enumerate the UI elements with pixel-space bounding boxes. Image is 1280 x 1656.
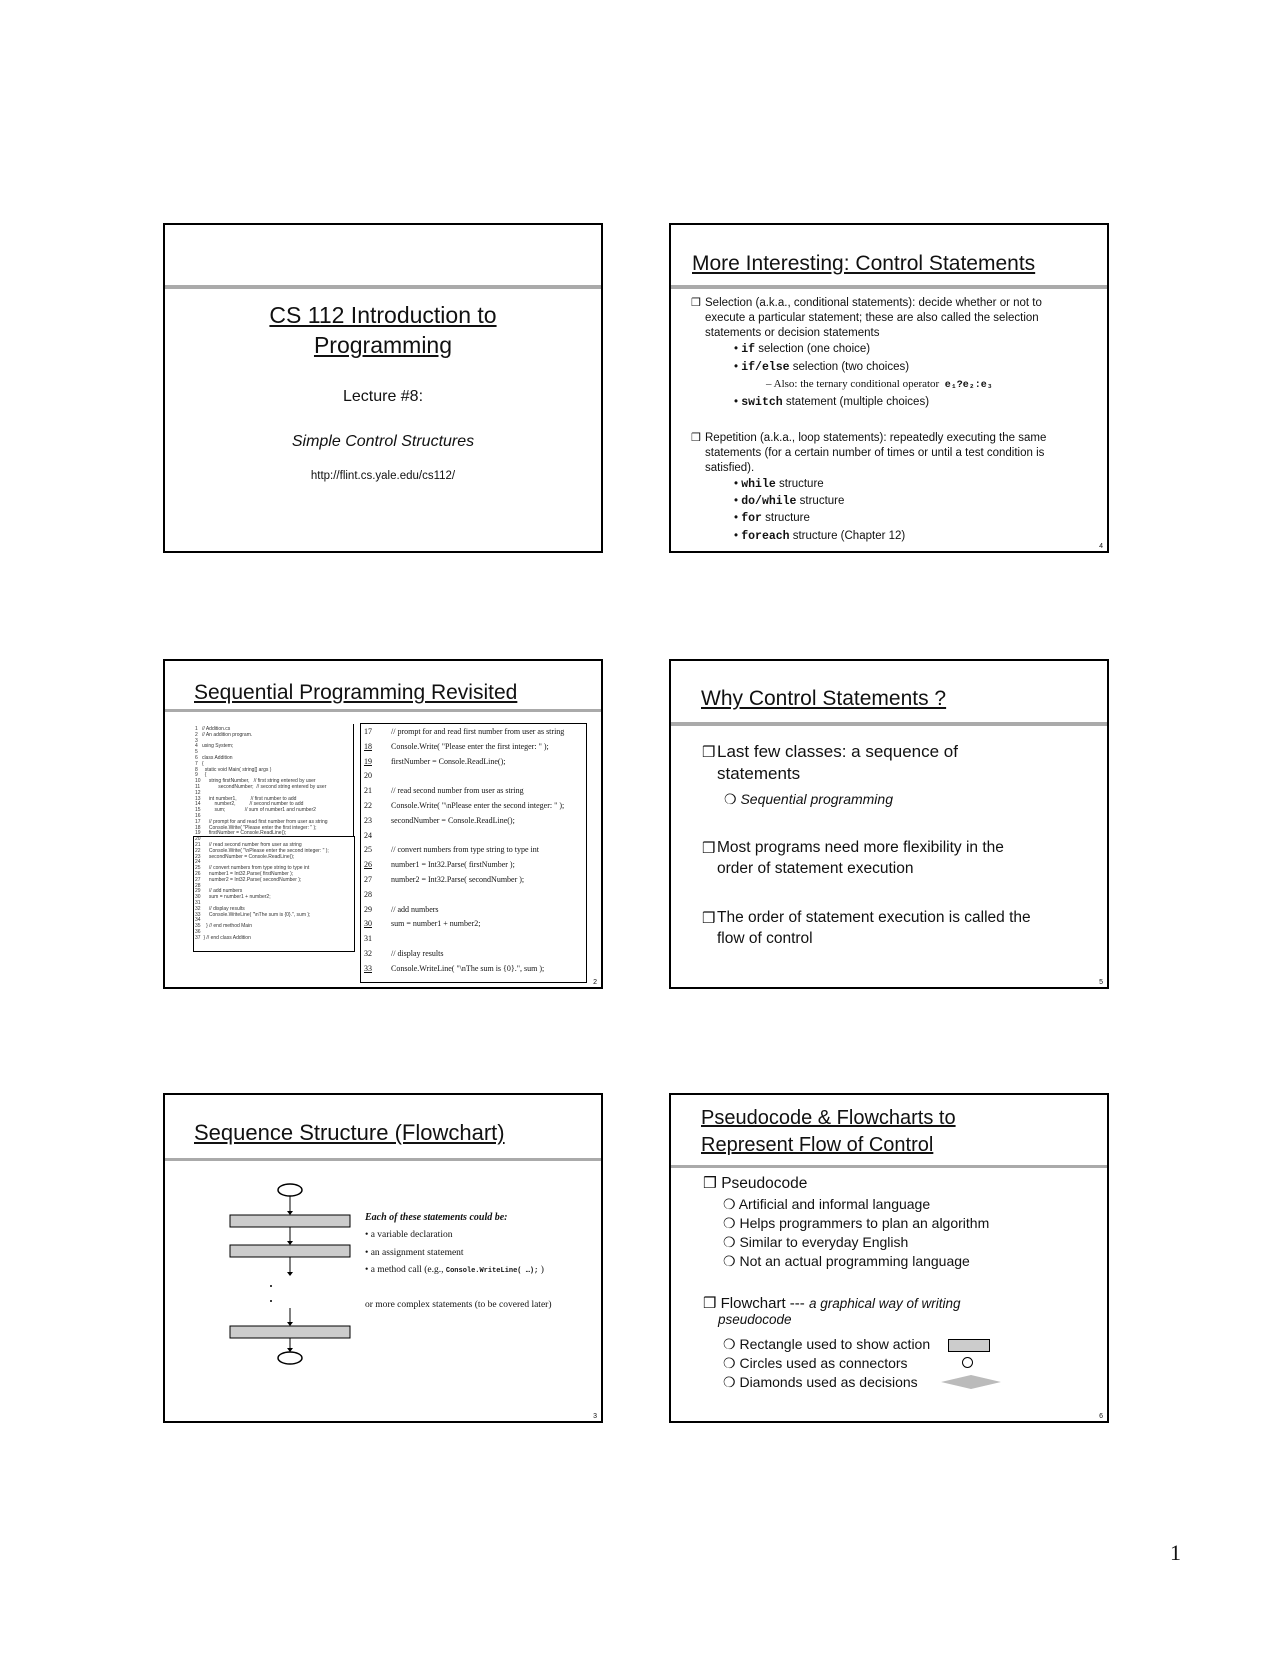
code-line-text: secondNumber = Console.ReadLine(); — [391, 815, 515, 825]
circle-bullet-icon: ❍ — [723, 1234, 736, 1250]
circle-bullet-icon: ❍ — [723, 1253, 736, 1269]
title-divider — [671, 1165, 1107, 1168]
slide-number: 2 — [593, 979, 597, 986]
code-line-number: 25 — [364, 845, 372, 855]
code-line-number: 19 — [364, 756, 372, 766]
slide-pseudocode-flowcharts — [669, 1093, 1109, 1423]
checkbox-bullet-icon: ❒ — [691, 297, 701, 309]
code-line-number: 23 — [364, 815, 372, 825]
slide-number: 5 — [1099, 979, 1103, 986]
statement-box-2 — [230, 1245, 350, 1257]
bullet-flow-of-control: ❒ The order of statement execution is called the flow of control — [702, 909, 1031, 947]
code-line-text: firstNumber = Console.ReadLine(); — [391, 756, 506, 766]
slide-title: More Interesting: Control Statements — [692, 252, 1036, 275]
checkbox-bullet-icon: ❒ — [691, 432, 701, 444]
checkbox-bullet-icon: ❒ — [702, 840, 716, 857]
title-divider — [165, 709, 601, 712]
pseudocode-item: ❍ Helps programmers to plan an algorithm — [723, 1215, 990, 1231]
selection-bullet: ❒ Selection (a.k.a., conditional statements): decide whether or not to execute a particular statement; these are also called the selection statements or decision statements — [691, 297, 1042, 339]
code-line-text: // display results — [391, 949, 444, 958]
slide-title: Why Control Statements ? — [701, 687, 947, 710]
title-divider — [671, 722, 1107, 726]
slide-number: 3 — [593, 1413, 597, 1420]
code-line-text: number2 = Int32.Parse( secondNumber ); — [391, 875, 525, 884]
flowchart-item-diamond: ❍ Diamonds used as decisions — [723, 1374, 918, 1390]
rectangle-symbol-icon — [948, 1339, 990, 1352]
sequence-flowchart — [220, 1183, 360, 1408]
circle-bullet-icon: ❍ — [724, 791, 737, 807]
diamond-symbol-icon — [941, 1375, 1001, 1389]
checkbox-bullet-icon: ❒ — [702, 744, 716, 761]
slide-number: 6 — [1099, 1413, 1103, 1420]
bullet-sequence: ❒ Last few classes: a sequence of statements — [702, 742, 958, 783]
slide-number: 4 — [1099, 543, 1103, 550]
code-line-number: 18 — [364, 741, 372, 751]
code-line-text: Console.Write( "\nPlease enter the second integer: " ); — [391, 801, 565, 810]
ellipsis-dot — [270, 1285, 272, 1287]
statements-heading: Each of these statements could be: — [365, 1212, 508, 1223]
checkbox-bullet-icon: ❒ — [702, 910, 716, 927]
slide-title: Pseudocode & Flowcharts to Represent Flow of Control — [701, 1107, 956, 1156]
lecture-label: Lecture #8: — [342, 388, 424, 405]
checkbox-bullet-icon: ❒ — [703, 1295, 717, 1312]
complex-statements-note: or more complex statements (to be covered later) — [365, 1300, 552, 1310]
item-variable-declaration: • a variable declaration — [365, 1230, 453, 1240]
code-line-text: Console.Write( "Please enter the first integer: " ); — [391, 741, 549, 751]
pseudocode-item: ❍ Not an actual programming language — [723, 1253, 970, 1269]
title-divider — [671, 285, 1107, 289]
bullet-flexibility: ❒ Most programs need more flexibility in the order of statement execution — [702, 839, 1004, 877]
circle-symbol-icon — [962, 1357, 973, 1368]
slide-title: Sequence Structure (Flowchart) — [194, 1120, 505, 1145]
full-code-listing: 1 // Addition.cs 2 // An addition program. 3 4 using System; 5 6 class Addition 7 { 8 static void Main( string[] args ) 9 { 10 string firstNumber, // first string entered by user 11 secondNumber; // second string entered by user 12 13 int number1, // first number to add 14 number2, // second number to add 15 sum; // sum of number1 and number2 16 17 // prompt for and read first number from user as string 18 Console.Write( "Please enter the first integer: " ); 19 firstNumber = Console.ReadLine(); 20 21 // read second number from user as string 22 Console.Write( "\nPlease enter the second integer: " ); 23 secondNumber = Console.ReadLine(); 24 25 // convert numbers from type string to type int 26 number1 = Int32.Parse( firstNumber ); 27 number2 = Int32.Parse( secondNumber ); 28 29 // add numbers 30 sum = number1 + number2; 31 32 // display results 33 Console.WriteLine( "\nThe sum is {0}.", sum ); 34 35 } // end method Main 36 37 } // end class Addition — [195, 726, 329, 941]
pseudocode-item: ❍ Similar to everyday English — [723, 1234, 909, 1250]
circle-bullet-icon: ❍ — [723, 1355, 736, 1371]
start-connector — [278, 1184, 302, 1196]
code-line-text: sum = number1 + number2; — [391, 919, 481, 929]
bullet-sequence-sub: ❍ Sequential programming — [724, 791, 893, 807]
ifelse-item: • if/else selection (two choices) — [734, 361, 910, 374]
flowchart-item-rectangle: ❍ Rectangle used to show action — [723, 1336, 931, 1352]
course-url: http://flint.cs.yale.edu/cs112/ — [310, 470, 456, 482]
slide-sequential-programming — [163, 659, 603, 989]
flowchart-item-circle: ❍ Circles used as connectors — [723, 1355, 908, 1371]
page-number: 1 — [1170, 1540, 1181, 1565]
course-title-line1: CS 112 Introduction to — [269, 302, 497, 328]
statement-box-1 — [230, 1215, 350, 1227]
title-divider — [165, 285, 601, 289]
code-line-number: 30 — [364, 919, 372, 929]
dowhile-item: • do/while structure — [734, 495, 845, 508]
slide-why-control-statements — [669, 659, 1109, 989]
flowchart-heading: ❒ Flowchart --- a graphical way of writing pseudocode — [703, 1295, 961, 1327]
while-item: • while structure — [734, 478, 824, 491]
code-line-number: 17 — [364, 727, 372, 736]
code-line-text: // prompt for and read first number from user as string — [391, 727, 565, 736]
code-line-number: 27 — [364, 875, 372, 884]
foreach-item: • foreach structure (Chapter 12) — [734, 530, 906, 543]
slide-title: Sequential Programming Revisited — [194, 681, 518, 704]
highlight-box — [193, 836, 355, 952]
if-item: • if selection (one choice) — [734, 343, 871, 356]
circle-bullet-icon: ❍ — [723, 1336, 736, 1352]
item-method-call: • a method call (e.g., Console.WriteLine( …); ) — [365, 1265, 544, 1275]
code-line-text: // add numbers — [391, 904, 439, 914]
code-line-number: 26 — [364, 860, 372, 870]
code-line-text: Console.WriteLine( "\nThe sum is {0}.", sum ); — [391, 963, 545, 973]
code-excerpt — [360, 723, 587, 983]
code-line-text: // convert numbers from type string to type int — [391, 845, 539, 855]
for-item: • for structure — [734, 512, 810, 525]
circle-bullet-icon: ❍ — [723, 1215, 736, 1231]
pseudocode-item: ❍ Artificial and informal language — [723, 1196, 931, 1212]
code-line-number: 33 — [364, 963, 372, 973]
course-title — [165, 300, 601, 360]
course-title-line2: Programming — [313, 332, 453, 358]
end-connector — [278, 1352, 302, 1364]
zoom-line-top — [353, 724, 354, 837]
code-line-number: 22 — [364, 801, 372, 810]
code-line-number: 20 — [364, 771, 372, 781]
lecture-subtitle: Simple Control Structures — [291, 433, 475, 450]
title-divider — [165, 1158, 601, 1161]
code-line-number: 28 — [364, 889, 372, 899]
circle-bullet-icon: ❍ — [723, 1374, 736, 1390]
item-assignment: • an assignment statement — [365, 1248, 464, 1258]
ternary-item: – Also: the ternary conditional operator e₁?e₂:e₃ — [766, 378, 993, 391]
ellipsis-dot — [270, 1300, 272, 1302]
circle-bullet-icon: ❍ — [723, 1196, 736, 1212]
switch-item: • switch statement (multiple choices) — [734, 396, 930, 409]
slide-sequence-flowchart — [163, 1093, 603, 1423]
slide-control-statements — [669, 223, 1109, 553]
code-line-number: 21 — [364, 786, 372, 796]
statement-box-3 — [230, 1326, 350, 1338]
code-line-number: 32 — [364, 949, 372, 958]
code-line-text: number1 = Int32.Parse( firstNumber ); — [391, 860, 515, 870]
code-line-number: 24 — [364, 830, 372, 840]
checkbox-bullet-icon: ❒ — [703, 1175, 717, 1192]
slide-title — [163, 223, 603, 553]
pseudocode-heading: ❒ Pseudocode — [703, 1175, 808, 1192]
code-line-text: // read second number from user as string — [391, 786, 524, 796]
code-line-number: 31 — [364, 934, 372, 944]
repetition-bullet: ❒ Repetition (a.k.a., loop statements): repeatedly executing the same statements (for a certain number of times or until a test condition is satisfied). — [691, 432, 1047, 474]
code-line-number: 29 — [364, 904, 372, 914]
